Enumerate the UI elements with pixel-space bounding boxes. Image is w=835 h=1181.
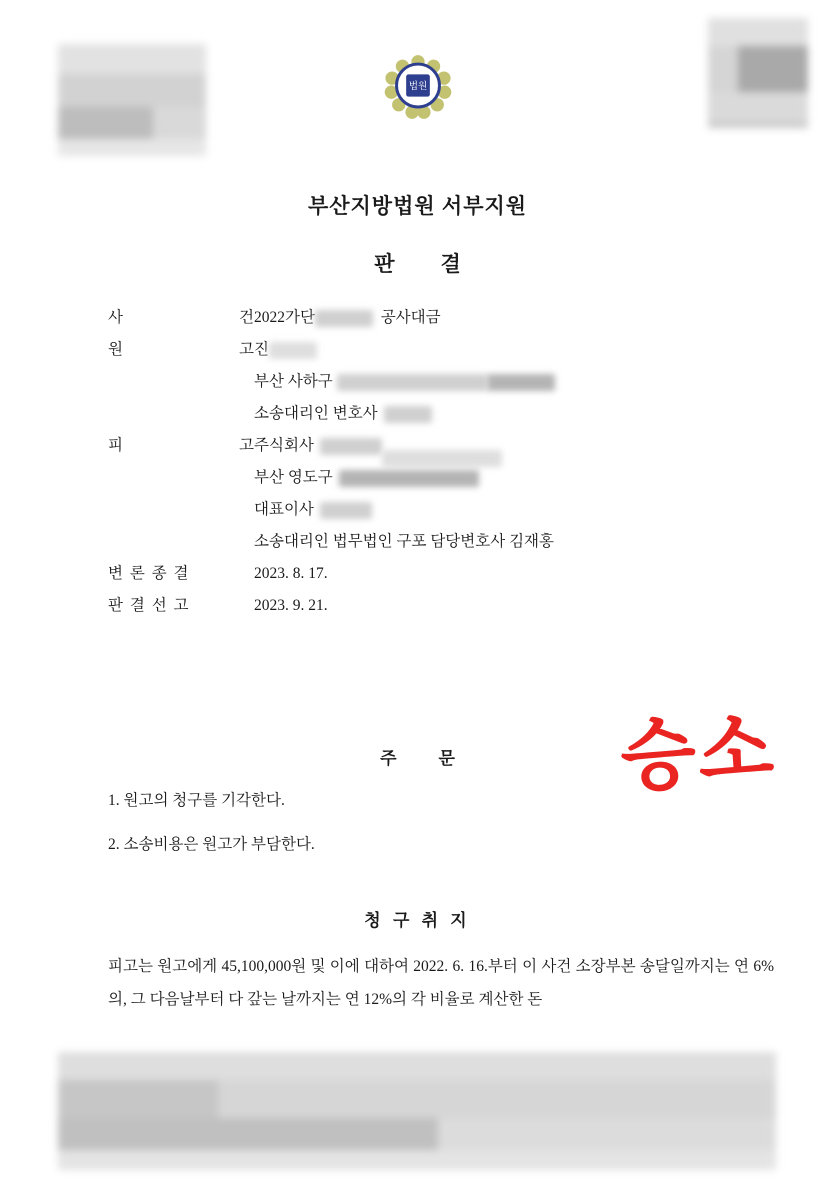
win-stamp: 승소 [617, 702, 779, 802]
document-type-heading [0, 248, 835, 278]
order-heading-right: 문 [438, 749, 455, 768]
case-number-row [108, 308, 768, 328]
redaction-plaintiff-name [269, 342, 317, 359]
order-item: 2. 소송비용은 원고가 부담한다. [108, 836, 315, 853]
plaintiff-counsel-value: 소송대리인 변호사 [254, 404, 768, 424]
court-name-heading: 부산지방법원 서부지원 [307, 194, 528, 218]
document-type-right: 결 [440, 252, 461, 276]
defendant-address-value: 부산 영도구 [254, 468, 768, 488]
section-heading-claim: 청 구 취 지 [364, 911, 471, 930]
plaintiff-name-value: 진 [254, 340, 768, 360]
defendant-address-row [108, 468, 768, 488]
judgment-date-row [108, 596, 768, 616]
defendant-counsel-row [108, 532, 768, 552]
order-heading-left: 주 [380, 749, 397, 768]
order-items-list [108, 788, 768, 876]
closing-argument-date-row [108, 564, 768, 584]
svg-text:법원: 법원 [408, 81, 428, 93]
defendant-counsel-value: 소송대리인 법무법인 구포 담당변호사 김재홍 [254, 533, 554, 550]
redaction-plaintiff-address-a [337, 374, 487, 391]
redaction-defendant-name [320, 438, 382, 455]
closing-argument-date-label: 변 론 종 결 [108, 565, 191, 582]
plaintiff-address-value: 부산 사하구 [254, 372, 768, 392]
redaction-block-top-left [58, 44, 206, 154]
redaction-defendant-representative [320, 502, 372, 519]
claim-paragraph: 피고는 원고에게 45,100,000원 및 이에 대하여 2022. 6. 16.부터 이 사건 소장부본 송달일까지는 연 6%의, 그 다음날부터 다 갚는 날까지는 연 12%의 각 비율로 계산한 돈 [108, 958, 774, 1008]
redaction-plaintiff-counsel [384, 406, 432, 423]
plaintiff-row [108, 340, 768, 360]
plaintiff-label: 원 고 [108, 341, 254, 358]
redaction-plaintiff-address-b [487, 374, 555, 391]
redaction-case-number [315, 310, 373, 327]
redaction-block-bottom [58, 1052, 776, 1170]
redaction-defendant-name-2 [382, 450, 502, 467]
judgment-date-label: 판 결 선 고 [108, 597, 191, 614]
plaintiff-counsel-row [108, 404, 768, 424]
redaction-block-top-right [708, 18, 808, 128]
defendant-name-value: 주식회사 [254, 436, 768, 456]
case-number-value: 2022가단 공사대금 [254, 309, 441, 326]
closing-argument-date-value: 2023. 8. 17. [254, 565, 328, 582]
defendant-representative-row [108, 500, 768, 520]
judgment-date-value: 2023. 9. 21. [254, 597, 328, 614]
case-information-block [108, 308, 768, 628]
defendant-label: 피 고 [108, 437, 254, 454]
court-emblem-icon [381, 50, 455, 124]
case-number-label: 사 건 [108, 309, 254, 326]
defendant-representative-value: 대표이사 [254, 500, 768, 520]
plaintiff-address-row [108, 372, 768, 392]
order-item: 1. 원고의 청구를 기각한다. [108, 792, 285, 809]
defendant-row [108, 436, 768, 456]
redaction-defendant-address-a [339, 470, 479, 487]
document-type-left: 판 [374, 252, 395, 276]
